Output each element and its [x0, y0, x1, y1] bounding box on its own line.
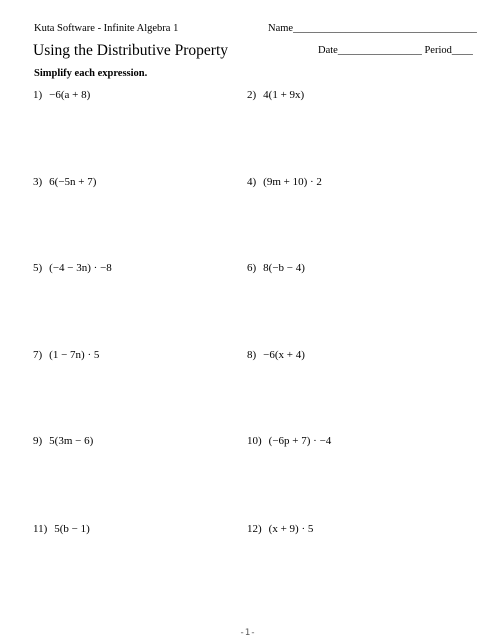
problem-number: 8): [247, 349, 257, 361]
problem-expression: (−6p + 7) · −4: [268, 435, 332, 447]
problem-9: [33, 435, 93, 447]
name-field: Name___________________________________: [268, 23, 477, 34]
page-title: Using the Distributive Property: [33, 42, 229, 59]
problem-8: [247, 349, 305, 361]
problem-expression: 4(1 + 9x): [263, 89, 305, 101]
problem-expression: −6(a + 8): [49, 89, 91, 101]
problem-number: 1): [33, 89, 43, 101]
instructions: Simplify each expression.: [34, 68, 148, 79]
problem-number: 6): [247, 262, 257, 274]
problem-11: [33, 523, 90, 535]
problem-6: [247, 262, 305, 274]
problem-number: 9): [33, 435, 43, 447]
problem-number: 11): [33, 523, 48, 535]
problem-expression: (9m + 10) · 2: [263, 176, 322, 188]
problem-expression: 5(b − 1): [54, 523, 90, 535]
problem-expression: 8(−b − 4): [263, 262, 305, 274]
page-number-footer: -1-: [239, 628, 256, 638]
problem-5: [33, 262, 112, 274]
problem-3: [33, 176, 96, 188]
problem-expression: (x + 9) · 5: [268, 523, 314, 535]
date-period-field: Date________________ Period____: [318, 45, 473, 56]
problem-number: 5): [33, 262, 43, 274]
problem-number: 2): [247, 89, 257, 101]
problem-4: [247, 176, 322, 188]
problem-10: [247, 435, 331, 447]
problem-expression: 5(3m − 6): [49, 435, 94, 447]
problem-2: [247, 89, 304, 101]
publisher-label: Kuta Software - Infinite Algebra 1: [34, 23, 179, 34]
problem-expression: −6(x + 4): [263, 349, 305, 361]
problem-1: [33, 89, 90, 101]
problem-expression: (1 − 7n) · 5: [49, 349, 100, 361]
problem-expression: 6(−5n + 7): [49, 176, 97, 188]
problem-number: 10): [247, 435, 262, 447]
problem-7: [33, 349, 99, 361]
problem-number: 7): [33, 349, 43, 361]
problem-number: 4): [247, 176, 257, 188]
problem-12: [247, 523, 313, 535]
problem-expression: (−4 − 3n) · −8: [49, 262, 112, 274]
problem-number: 12): [247, 523, 262, 535]
problem-number: 3): [33, 176, 43, 188]
